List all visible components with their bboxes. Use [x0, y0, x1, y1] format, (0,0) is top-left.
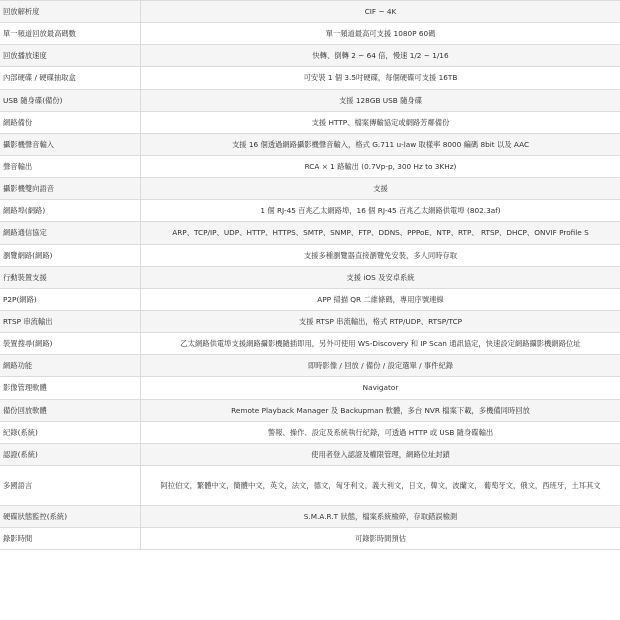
- spec-label: 網路埠(網路): [0, 200, 141, 222]
- spec-label: 行動裝置支援: [0, 266, 141, 288]
- spec-value: APP 掃描 QR 二維條碼，專用序號連線: [141, 288, 620, 310]
- spec-row: [0, 399, 620, 421]
- spec-label: USB 隨身碟(備份): [0, 89, 141, 111]
- spec-label: 網路備份: [0, 111, 141, 133]
- spec-value: 支援多種瀏覽器直接瀏覽免安裝，多人同時存取: [141, 244, 620, 266]
- spec-value: S.M.A.R.T 狀態，檔案系統檢碎，存取錯誤檢測: [141, 505, 620, 527]
- spec-row: [0, 200, 620, 222]
- spec-row: [0, 310, 620, 332]
- spec-value: 支援 128GB USB 隨身碟: [141, 89, 620, 111]
- spec-row: [0, 421, 620, 443]
- spec-value: CIF ~ 4K: [141, 1, 620, 23]
- spec-value: 支援 RTSP 串流輸出，格式 RTP/UDP、RTSP/TCP: [141, 310, 620, 332]
- spec-table-body: [0, 1, 620, 550]
- spec-value: 單一頻道最高可支援 1080P 60碼: [141, 23, 620, 45]
- spec-value: 警報、操作、設定及系統執行紀錄，可透過 HTTP 或 USB 隨身碟輸出: [141, 421, 620, 443]
- spec-row: [0, 89, 620, 111]
- spec-row: [0, 23, 620, 45]
- spec-label: 備份回放軟體: [0, 399, 141, 421]
- spec-row: [0, 67, 620, 89]
- spec-row: [0, 111, 620, 133]
- spec-row: [0, 443, 620, 465]
- spec-value: 支援 iOS 及安卓系統: [141, 266, 620, 288]
- spec-row: [0, 178, 620, 200]
- spec-value: 支援 HTTP、檔案傳輸協定或網路芳鄰備份: [141, 111, 620, 133]
- spec-label: 網路通信協定: [0, 222, 141, 244]
- spec-label: 認證(系統): [0, 443, 141, 465]
- spec-value: Navigator: [141, 377, 620, 399]
- spec-label: 內部硬碟 / 硬碟抽取盒: [0, 67, 141, 89]
- spec-row: [0, 133, 620, 155]
- spec-label: 硬碟狀態監控(系統): [0, 505, 141, 527]
- spec-row: [0, 266, 620, 288]
- spec-value: 乙太網路供電埠支援網路攝影機隨插即用，另外可使用 WS-Discovery 和 IP Scan 通訊協定，快速設定網路攝影機網路位址: [141, 333, 620, 355]
- spec-value: ARP、TCP/IP、UDP、HTTP、HTTPS、SMTP、SNMP、FTP、DDNS、PPPoE、NTP、RTP、 RTSP、DHCP、ONVIF Profile S: [141, 222, 620, 244]
- spec-value: 阿拉伯文，繁體中文，簡體中文，英文，法文，德文，匈牙利文，義大利文，日文，韓文，波蘭文， 葡萄牙文，俄文，西班牙，土耳其文: [141, 465, 620, 505]
- spec-label: 紀錄(系統): [0, 421, 141, 443]
- spec-label: 錄影時間: [0, 528, 141, 550]
- spec-label: 攝影機雙向語音: [0, 178, 141, 200]
- spec-label: 攝影機聲音輸入: [0, 133, 141, 155]
- spec-row: [0, 222, 620, 244]
- spec-label: 瀏覽網路(網路): [0, 244, 141, 266]
- spec-value: 支援 16 個透過網路攝影機聲音輸入，格式 G.711 u-law 取樣率 8000 編碼 8bit 以及 AAC: [141, 133, 620, 155]
- spec-value: 支援: [141, 178, 620, 200]
- spec-label: 多國語言: [0, 465, 141, 505]
- spec-label: P2P(網路): [0, 288, 141, 310]
- spec-row: [0, 288, 620, 310]
- spec-label: 回放播放速度: [0, 45, 141, 67]
- spec-label: 網路功能: [0, 355, 141, 377]
- spec-row: [0, 45, 620, 67]
- spec-row: [0, 333, 620, 355]
- spec-value: 即時影像 / 回放 / 備份 / 設定選單 / 事件紀錄: [141, 355, 620, 377]
- spec-row: [0, 505, 620, 527]
- spec-label: 單一頻道回放最高碼數: [0, 23, 141, 45]
- spec-value: 使用者登入認證及權限管理，網路位址封鎖: [141, 443, 620, 465]
- spec-row: [0, 355, 620, 377]
- spec-value: 可安裝 1 個 3.5吋硬碟，每個硬碟可支援 16TB: [141, 67, 620, 89]
- spec-label: 回放解析度: [0, 1, 141, 23]
- spec-row: [0, 1, 620, 23]
- spec-label: 裝置搜尋(網路): [0, 333, 141, 355]
- spec-label: 影像管理軟體: [0, 377, 141, 399]
- spec-label: 聲音輸出: [0, 155, 141, 177]
- spec-row: [0, 377, 620, 399]
- spec-row: [0, 465, 620, 505]
- spec-value: 快轉、倒轉 2 ~ 64 倍，慢速 1/2 ~ 1/16: [141, 45, 620, 67]
- spec-row: [0, 155, 620, 177]
- spec-value: Remote Playback Manager 及 Backupman 軟體，多台 NVR 檔案下載，多機備同時回放: [141, 399, 620, 421]
- spec-value: RCA × 1 路輸出 (0.7Vp-p, 300 Hz to 3KHz): [141, 155, 620, 177]
- spec-label: RTSP 串流輸出: [0, 310, 141, 332]
- spec-value: 可錄影時間預估: [141, 528, 620, 550]
- spec-row: [0, 244, 620, 266]
- spec-row: [0, 528, 620, 550]
- spec-value: 1 個 RJ-45 百兆乙太網路埠，16 個 RJ-45 百兆乙太網路供電埠 (802.3af): [141, 200, 620, 222]
